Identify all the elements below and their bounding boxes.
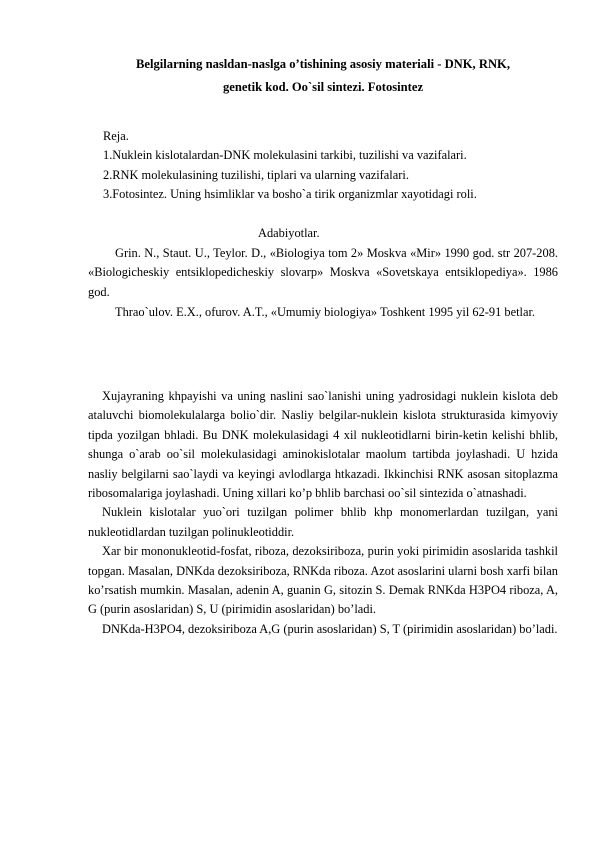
reference-item: Grin. N., Staut. U., Teylor. D., «Biologiya tom 2» Moskva «Mir» 1990 god. str 207-208. «Biologicheskiy entsiklopedicheskiy slovarp» Moskva «Sovetskaya entsiklopediya». 1986 god. [88, 246, 558, 299]
paragraph: Xujayraning khpayishi va uning naslini sao`lanishi uning yadrosidagi nuklein kislota deb ataluvchi biomolekulalarga bolio`dir. Nasliy belgilar-nuklein kislota strukturasida kimyoviy tipda yozilgan bhladi. Bu DNK molekulasidagi 4 xil nukleotidlarni birin-ketin kelishi bhlib, shunga o`arab oo`sil molekulasidagi aminokislotalar maolum tartibda joylashadi. U hzida nasliy belgilarni sao`laydi va keyingi avlodlarga htkazadi. Ikkinchisi RNK asosan sitoplazma ribosomalariga joylashadi. Uning xillari ko’p bhlib barchasi oo`sil sintezida o`atnashadi. [88, 389, 558, 501]
references-list [88, 244, 558, 323]
document-title [88, 53, 558, 98]
plan-section [103, 127, 563, 205]
references-heading: Adabiyotlar. [258, 226, 320, 240]
paragraph: DNKda-H3PO4, dezoksiriboza A,G (purin asoslaridan) S, T (pirimidin asoslaridan) bo’ladi. [102, 621, 558, 636]
reference-item: Thrao`ulov. E.X., ofurov. A.T., «Umumiy biologiya» Toshkent 1995 yil 62-91 betlar. [115, 305, 536, 320]
paragraph: Xar bir mononukleotid-fosfat, riboza, dezoksiriboza, purin yoki pirimidin asoslarida tashkil topgan. Masalan, DNKda dezoksiriboza, RNKda riboza. Azot asoslarini ularni bosh xarfi bilan ko’rsatish mumkin. Masalan, adenin A, guanin G, sitozin S. Demak RNKda H3PO4 riboza, A, G (purin asoslaridan) S, U (pirimidin asoslaridan) bo’ladi. [88, 544, 558, 617]
title-line-2: genetik kod. Oo`sil sintezi. Fotosintez [222, 79, 424, 94]
plan-item: 1.Nuklein kislotalardan-DNK molekulasini tarkibi, tuzilishi va vazifalari. [103, 148, 467, 163]
plan-item: 2.RNK molekulasining tuzilishi, tiplari va ularning vazifalari. [103, 167, 409, 182]
plan-heading: Reja. [103, 129, 129, 143]
main-text [88, 387, 558, 639]
plan-item: 3.Fotosintez. Uning hsimliklar va bosho`a tirik organizmlar xayotidagi roli. [103, 187, 477, 202]
title-line-1: Belgilarning nasldan-naslga o’tishining asosiy materiali - DNK, RNK, [135, 57, 510, 71]
paragraph: Nuklein kislotalar yuo`ori tuzilgan polimer bhlib khp monomerlardan tuzilgan, yani nukleotidlardan tuzilgan polinukleotiddir. [88, 505, 558, 539]
